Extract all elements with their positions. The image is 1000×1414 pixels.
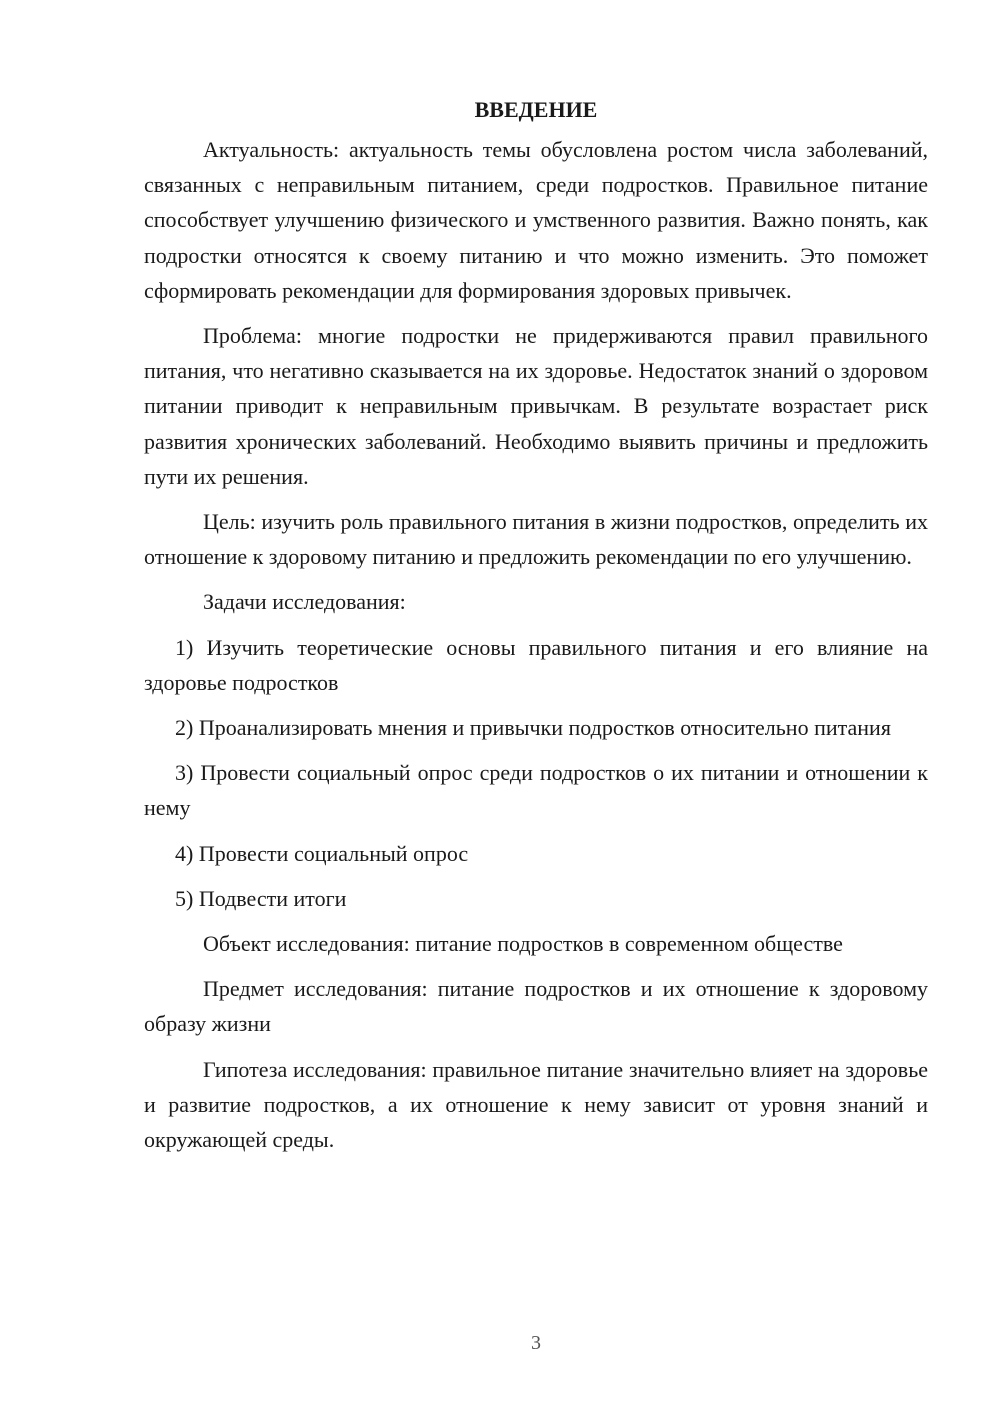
hypothesis-paragraph: Гипотеза исследования: правильное питание значительно влияет на здоровье и развитие подростков, а их отношение к нему зависит от уровня знаний и окружающей среды.	[144, 1056, 928, 1153]
subject-paragraph: Предмет исследования: питание подростков и их отношение к здоровому образу жизни	[144, 976, 928, 1037]
relevance-paragraph: Актуальность: актуальность темы обусловлена ростом числа заболеваний, связанных с неправильным питанием, среди подростков. Правильное питание способствует улучшению физического и умственного развития. Важно понять, как подростки относятся к своему питанию и что можно изменить. Это поможет сформировать рекомендации для формирования здоровых привычек.	[144, 137, 928, 303]
page-number: 3	[531, 1332, 541, 1354]
tasks-heading: Задачи исследования:	[203, 589, 406, 615]
task-item-3: 3) Провести социальный опрос среди подростков о их питании и отношении к нему	[144, 760, 928, 821]
object-paragraph: Объект исследования: питание подростков в современном обществе	[203, 931, 843, 957]
task-item-5: 5) Подвести итоги	[175, 885, 347, 911]
goal-paragraph: Цель: изучить роль правильного питания в жизни подростков, определить их отношение к здоровому питанию и предложить рекомендации по его улучшению.	[144, 509, 928, 570]
task-item-1: 1) Изучить теоретические основы правильного питания и его влияние на здоровье подростков	[144, 634, 928, 695]
document-page	[144, 92, 928, 1167]
task-item-4: 4) Провести социальный опрос	[175, 840, 469, 866]
problem-paragraph: Проблема: многие подростки не придерживаются правил правильного питания, что негативно сказывается на их здоровье. Недостаток знаний о здоровом питании приводит к неправильным привычкам. В результате возрастает риск развития хронических заболеваний. Необходимо выявить причины и предложить пути их решения.	[144, 323, 928, 489]
page-title: ВВЕДЕНИЕ	[474, 97, 598, 122]
task-item-2: 2) Проанализировать мнения и привычки подростков относительно питания	[175, 715, 891, 741]
